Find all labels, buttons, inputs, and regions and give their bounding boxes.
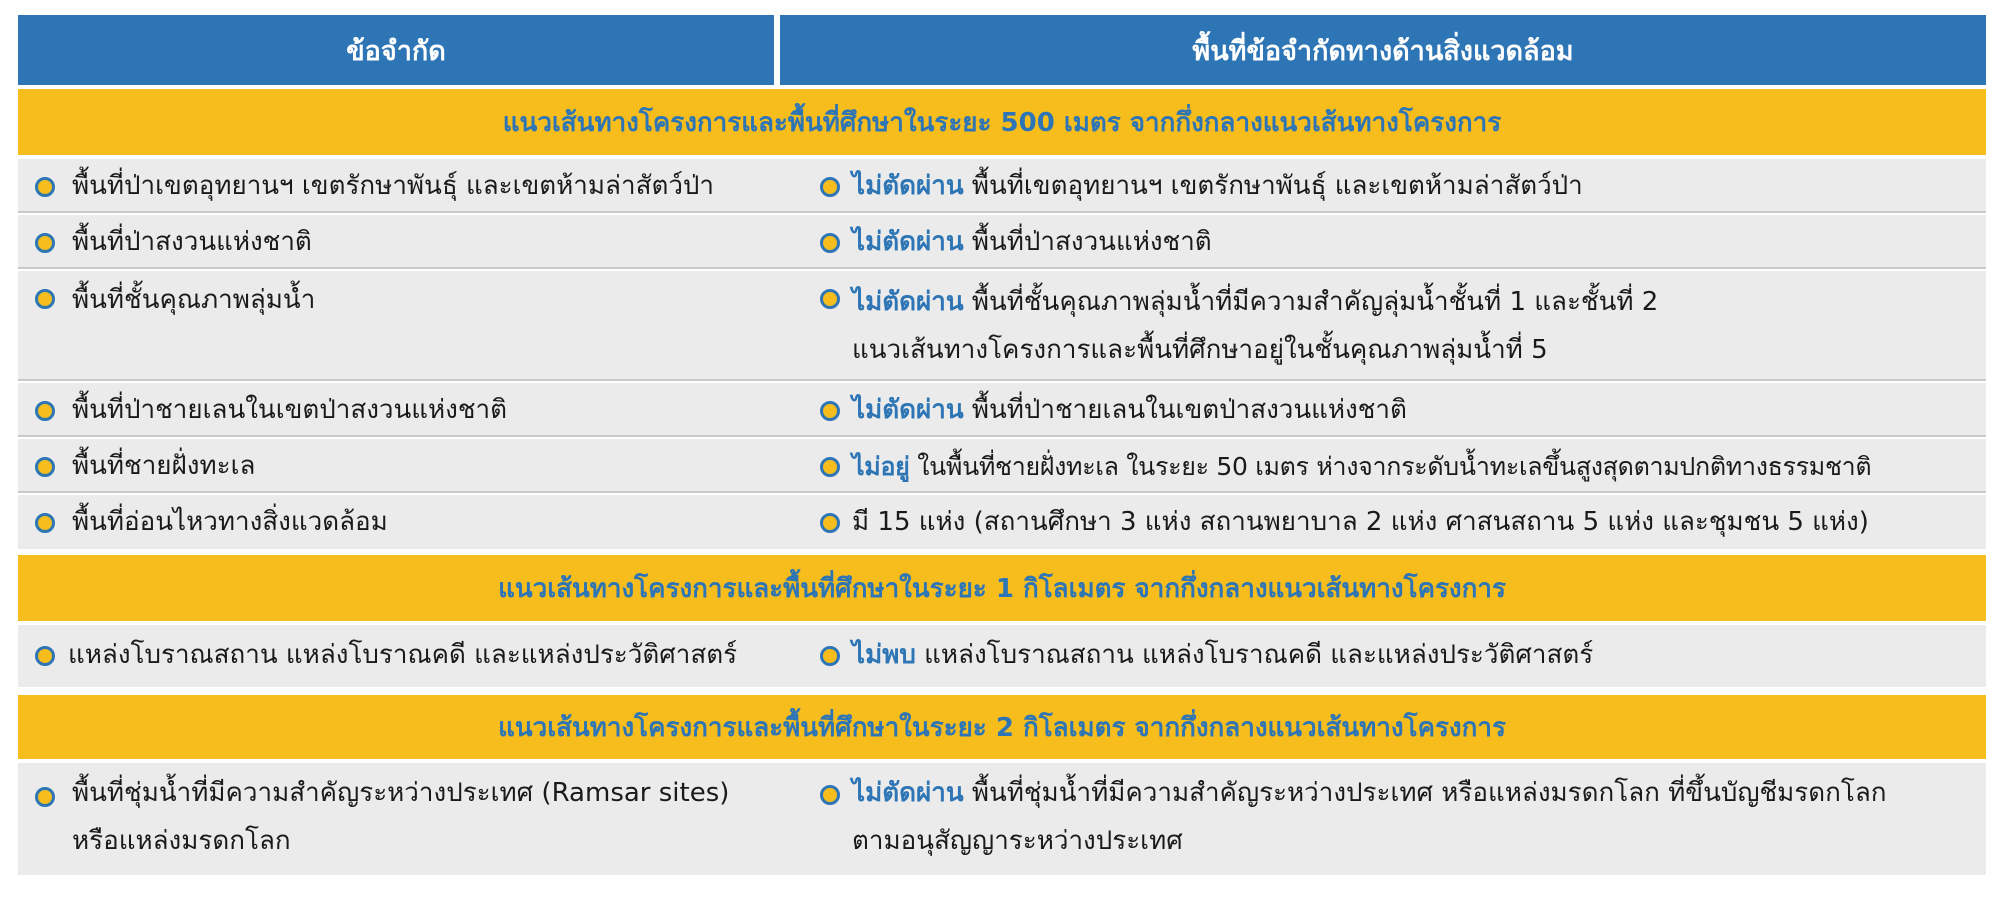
detail-text	[852, 383, 1986, 438]
table-row	[18, 381, 1986, 437]
detail-cell	[798, 763, 1986, 875]
constraint-cell	[18, 271, 798, 379]
constraints-table	[18, 15, 1986, 875]
bullet-icon	[820, 289, 840, 309]
detail-text	[852, 215, 1986, 270]
constraint-cell	[18, 495, 798, 549]
bullet-icon	[820, 457, 840, 477]
constraint-text: แหล่งโบราณสถาน แหล่งโบราณคดี และแหล่งประวัติศาสตร์	[68, 640, 738, 670]
bullet-icon	[35, 289, 55, 309]
bullet-icon	[820, 513, 840, 533]
bullet-icon	[35, 177, 55, 197]
detail-cell	[798, 271, 1986, 379]
table-row	[18, 437, 1986, 493]
detail-line: พื้นที่ชั้นคุณภาพลุ่มน้ำที่มีความสำคัญลุ่มน้ำชั้นที่ 1 และชั้นที่ 2	[971, 287, 1659, 317]
detail-cell	[798, 159, 1986, 211]
status-label: ไม่ตัดผ่าน	[852, 227, 964, 257]
bullet-icon	[820, 785, 840, 805]
table-row	[18, 623, 1986, 687]
constraint-cell	[18, 439, 798, 491]
bullet-icon	[35, 646, 55, 666]
bullet-icon	[820, 233, 840, 253]
detail-text: มี 15 แห่ง (สถานศึกษา 3 แห่ง สถานพยาบาล 2 แห่ง ศาสนสถาน 5 แห่ง และชุมชน 5 แห่ง)	[852, 507, 1869, 537]
constraint-cell	[18, 763, 798, 875]
constraint-text: พื้นที่ป่าสงวนแห่งชาติ	[72, 227, 312, 257]
detail-text	[852, 439, 1986, 494]
detail-line-2: ตามอนุสัญญาระหว่างประเทศ	[852, 826, 1183, 856]
table-row	[18, 213, 1986, 269]
header-constraint: ข้อจำกัด	[18, 15, 774, 85]
constraint-text: พื้นที่ชายฝั่งทะเล	[72, 451, 256, 481]
constraint-text: พื้นที่ชั้นคุณภาพลุ่มน้ำ	[72, 285, 316, 315]
detail-cell	[798, 439, 1986, 491]
detail-line: แหล่งโบราณสถาน แหล่งโบราณคดี และแหล่งประวัติศาสตร์	[924, 640, 1594, 670]
section-2km-title: แนวเส้นทางโครงการและพื้นที่ศึกษาในระยะ 2 กิโลเมตร จากกึ่งกลางแนวเส้นทางโครงการ	[18, 695, 1986, 759]
detail-cell	[798, 383, 1986, 435]
detail-text	[852, 159, 1986, 214]
bullet-icon	[35, 233, 55, 253]
constraint-text: พื้นที่ชุ่มน้ำที่มีความสำคัญระหว่างประเทศ (Ramsar sites)	[72, 778, 730, 808]
detail-text	[852, 278, 1986, 326]
table-row	[18, 493, 1986, 549]
constraint-text: พื้นที่ป่าเขตอุทยานฯ เขตรักษาพันธุ์ และเขตห้ามล่าสัตว์ป่า	[72, 171, 715, 201]
detail-line: ในพื้นที่ชายฝั่งทะเล ในระยะ 50 เมตร ห่างจากระดับน้ำทะเลขึ้นสูงสุดตามปกติทางธรรมชาติ	[917, 452, 1872, 481]
detail-line-2: แนวเส้นทางโครงการและพื้นที่ศึกษาอยู่ในชั้นคุณภาพลุ่มน้ำที่ 5	[852, 335, 1548, 365]
table-row	[18, 269, 1986, 381]
section-1km-title: แนวเส้นทางโครงการและพื้นที่ศึกษาในระยะ 1 กิโลเมตร จากกึ่งกลางแนวเส้นทางโครงการ	[18, 555, 1986, 621]
bullet-icon	[35, 457, 55, 477]
status-label: ไม่ตัดผ่าน	[852, 171, 964, 201]
detail-line: พื้นที่ป่าชายเลนในเขตป่าสงวนแห่งชาติ	[971, 395, 1407, 425]
bullet-icon	[35, 787, 55, 807]
constraint-cell	[18, 159, 798, 211]
bullet-icon	[820, 646, 840, 666]
status-label: ไม่ตัดผ่าน	[852, 778, 964, 808]
table-row	[18, 761, 1986, 875]
table-header	[18, 15, 1986, 85]
constraint-cell	[18, 215, 798, 267]
detail-cell	[798, 625, 1986, 687]
table-row	[18, 157, 1986, 213]
constraint-cell	[18, 625, 798, 687]
detail-line: พื้นที่เขตอุทยานฯ เขตรักษาพันธุ์ และเขตห้ามล่าสัตว์ป่า	[971, 171, 1583, 201]
bullet-icon	[35, 513, 55, 533]
section-500m-title: แนวเส้นทางโครงการและพื้นที่ศึกษาในระยะ 500 เมตร จากกึ่งกลางแนวเส้นทางโครงการ	[18, 89, 1986, 155]
constraint-text-2: หรือแหล่งมรดกโลก	[72, 826, 291, 856]
status-label: ไม่อยู่	[852, 452, 910, 481]
detail-cell	[798, 215, 1986, 267]
detail-text	[852, 769, 1986, 817]
bullet-icon	[820, 401, 840, 421]
detail-cell	[798, 495, 1986, 549]
detail-text	[852, 625, 1986, 685]
detail-line: พื้นที่ชุ่มน้ำที่มีความสำคัญระหว่างประเทศ หรือแหล่งมรดกโลก ที่ขึ้นบัญชีมรดกโลก	[971, 778, 1887, 808]
constraint-text: พื้นที่อ่อนไหวทางสิ่งแวดล้อม	[72, 507, 388, 537]
detail-line: พื้นที่ป่าสงวนแห่งชาติ	[971, 227, 1212, 257]
status-label: ไม่พบ	[852, 640, 916, 670]
bullet-icon	[35, 401, 55, 421]
header-environmental-area: พื้นที่ข้อจำกัดทางด้านสิ่งแวดล้อม	[780, 15, 1986, 85]
constraint-cell	[18, 383, 798, 435]
bullet-icon	[820, 177, 840, 197]
status-label: ไม่ตัดผ่าน	[852, 287, 964, 317]
status-label: ไม่ตัดผ่าน	[852, 395, 964, 425]
constraint-text: พื้นที่ป่าชายเลนในเขตป่าสงวนแห่งชาติ	[72, 395, 508, 425]
